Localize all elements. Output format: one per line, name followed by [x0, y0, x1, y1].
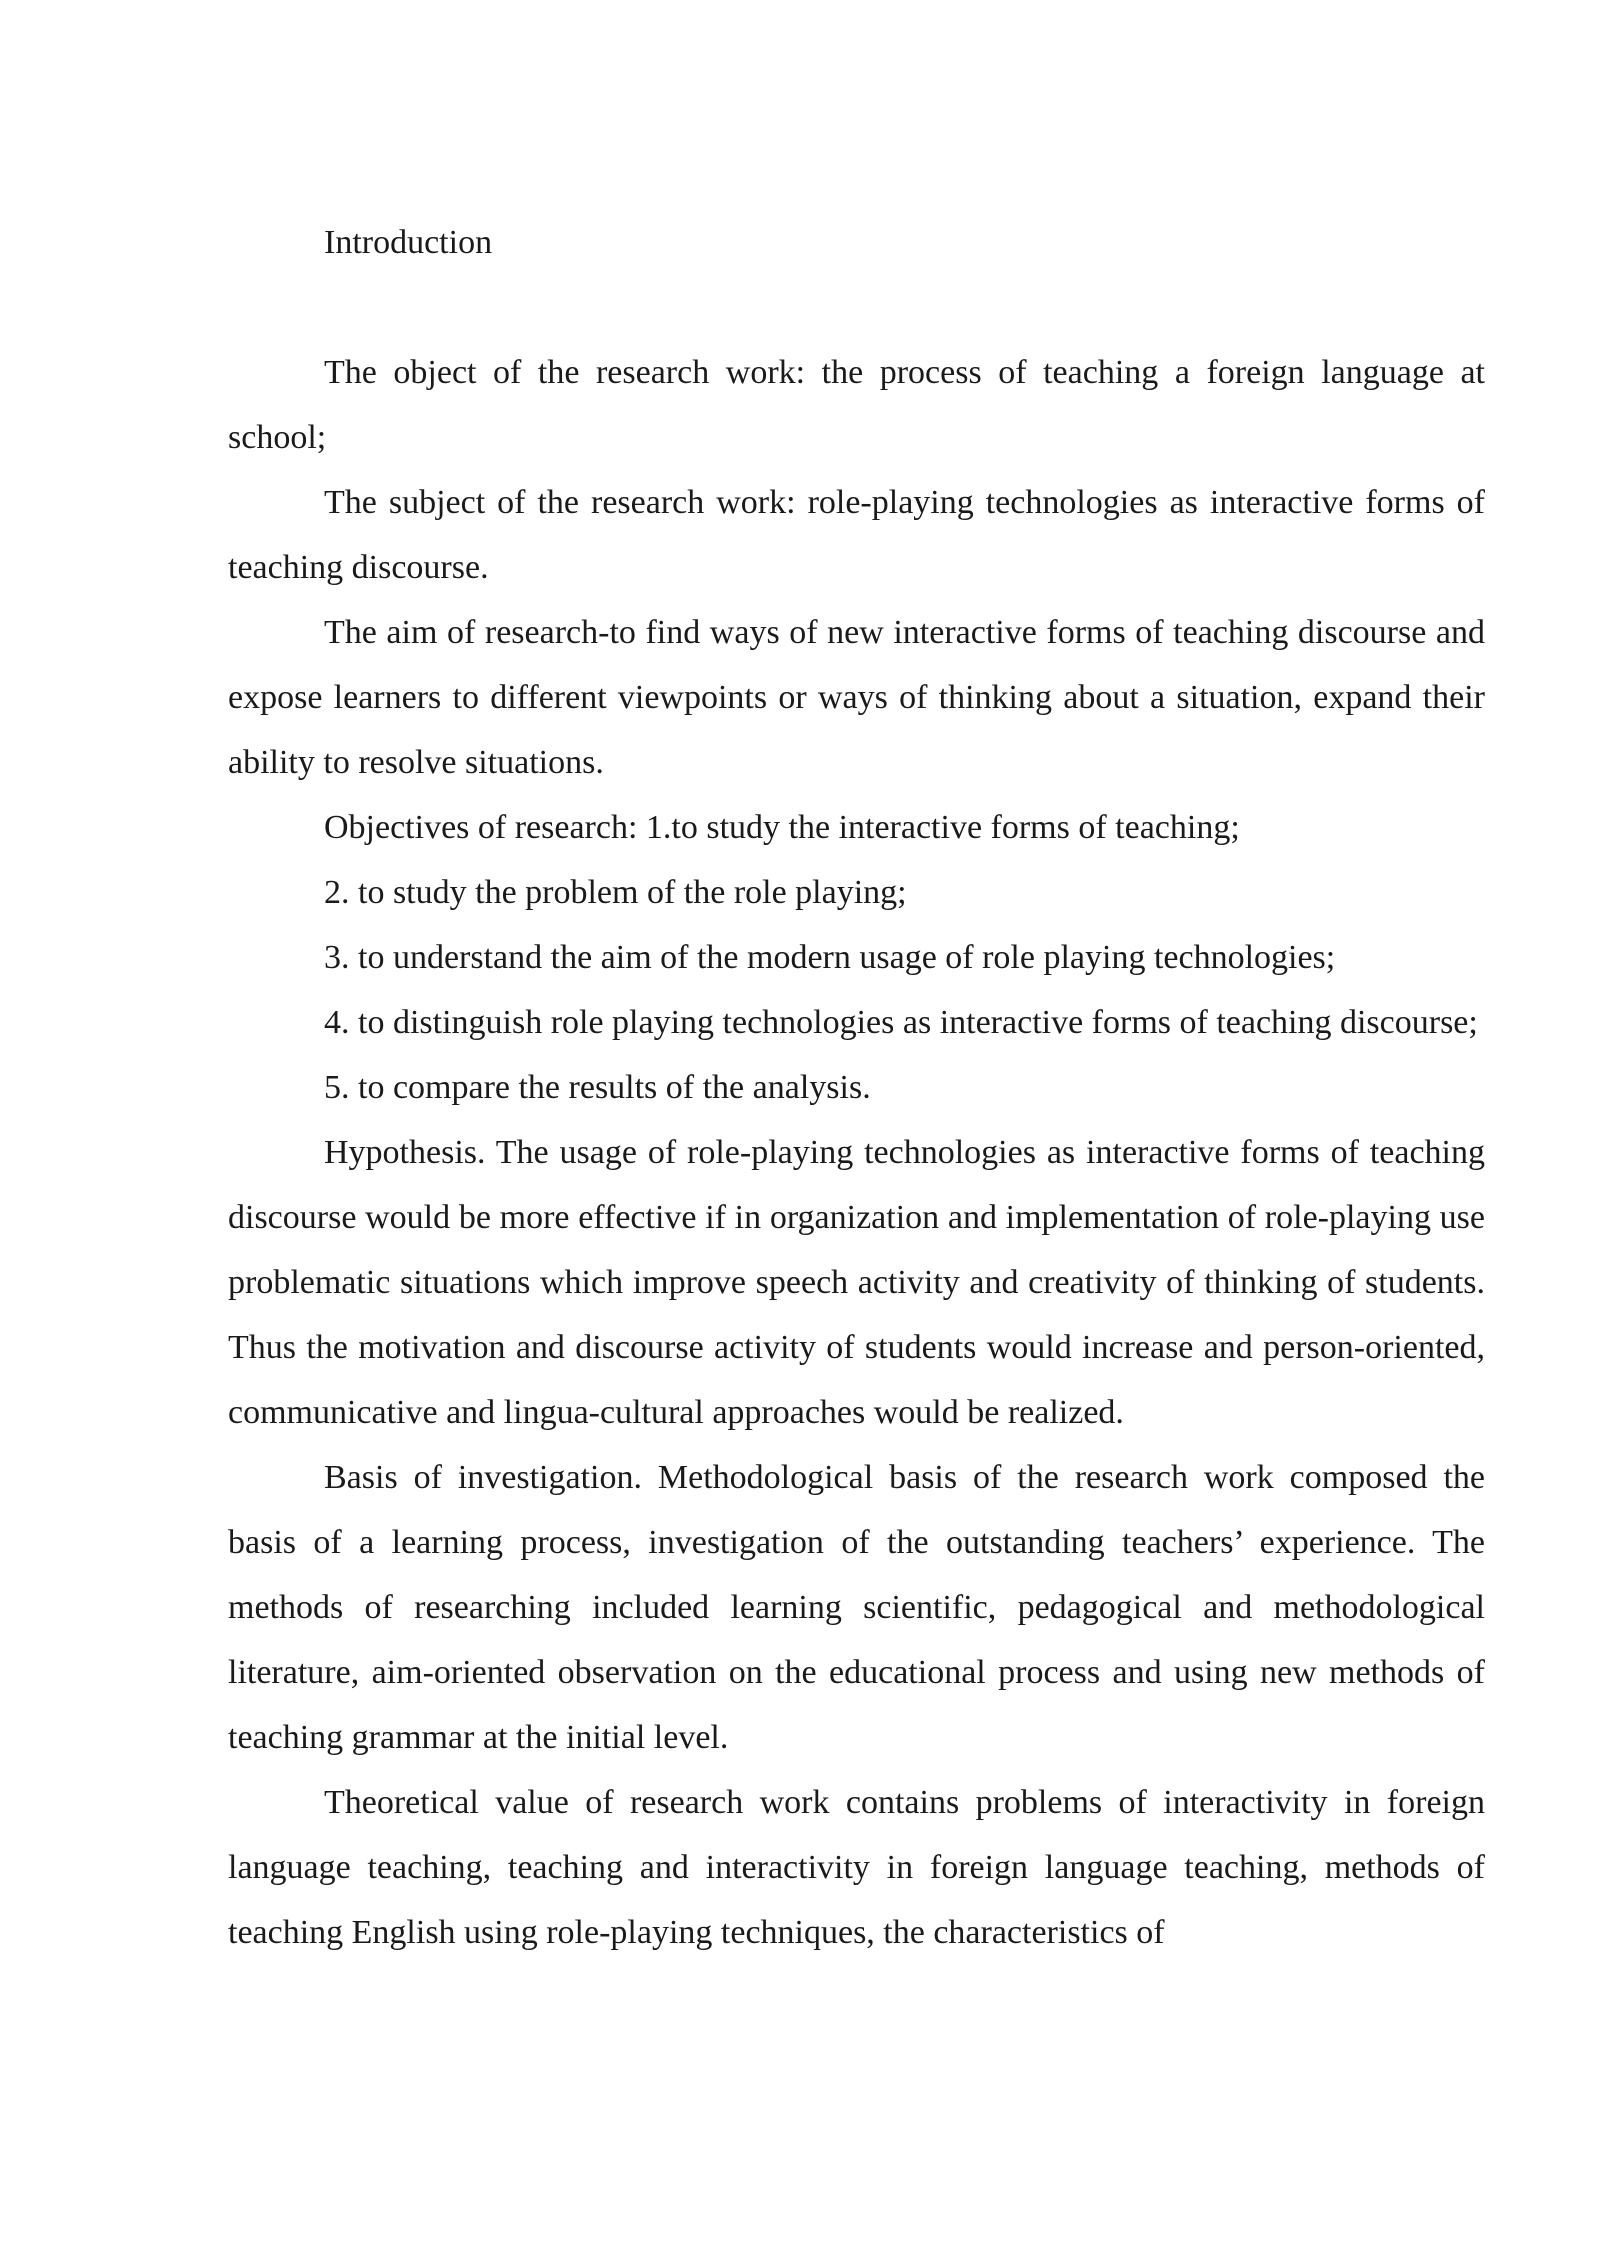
paragraph-objectives: Objectives of research: 1.to study the interactive forms of teaching; — [324, 809, 1240, 846]
paragraph-subject: The subject of the research work: role-playing technologies as interactive forms of teaching discourse. — [228, 484, 1485, 586]
document-heading: Introduction — [324, 224, 493, 261]
paragraph-hypothesis: Hypothesis. The usage of role-playing technologies as interactive forms of teaching discourse would be more effective if in organization and implementation of role-playing use problematic situations which improve speech activity and creativity of thinking of students. Thus the motivation and discourse activity of students would increase and person-oriented, communicative and lingua-cultural approaches would be realized. — [228, 1134, 1485, 1431]
paragraph-object: The object of the research work: the process of teaching a foreign language at school; — [228, 354, 1485, 456]
document-page — [228, 210, 1485, 1965]
objective-item-2: 2. to study the problem of the role playing; — [324, 874, 907, 911]
paragraph-theoretical-value: Theoretical value of research work contains problems of interactivity in foreign language teaching, teaching and interactivity in foreign language teaching, methods of teaching English using role-playing techniques, the characteristics of — [228, 1784, 1485, 1951]
objective-item-5: 5. to compare the results of the analysis. — [324, 1069, 871, 1106]
objective-item-3: 3. to understand the aim of the modern usage of role playing technologies; — [324, 939, 1336, 976]
objective-item-4: 4. to distinguish role playing technologies as interactive forms of teaching discourse; — [324, 1004, 1478, 1041]
paragraph-basis: Basis of investigation. Methodological basis of the research work composed the basis of a learning process, investigation of the outstanding teachers’ experience. The methods of researching included learning scientific, pedagogical and methodological literature, aim-oriented observation on the educational process and using new methods of teaching grammar at the initial level. — [228, 1459, 1485, 1756]
paragraph-aim: The aim of research-to find ways of new interactive forms of teaching discourse and expose learners to different viewpoints or ways of thinking about a situation, expand their ability to resolve situations. — [228, 614, 1485, 781]
